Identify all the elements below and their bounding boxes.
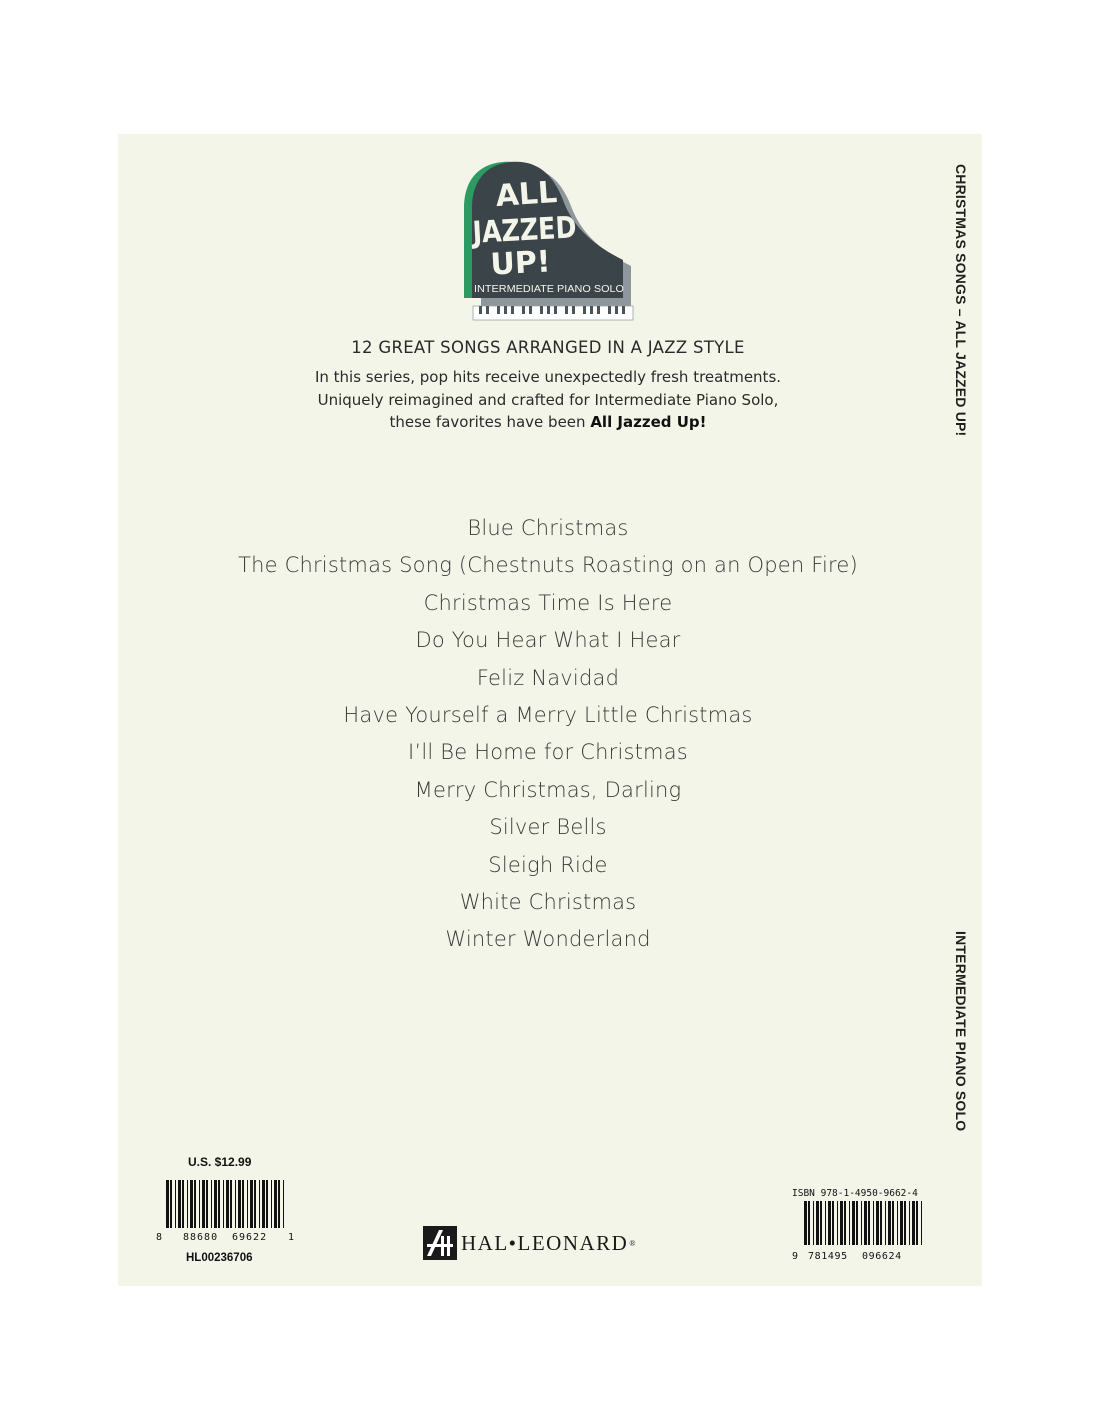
song-title: Sleigh Ride	[488, 852, 608, 877]
svg-text:88680: 88680	[183, 1232, 219, 1242]
song-title: I’ll Be Home for Christmas	[408, 740, 688, 765]
song-title: White Christmas	[459, 889, 637, 914]
logo-line-up: UP!	[489, 244, 552, 283]
logo-line-all: ALL	[494, 174, 559, 215]
song-title: Blue Christmas	[467, 516, 629, 540]
svg-text:1: 1	[288, 1232, 295, 1242]
spine-subtitle: INTERMEDIATE PIANO SOLO	[953, 930, 969, 1132]
svg-text:781495: 781495	[808, 1251, 848, 1261]
registered-mark: ®	[629, 1238, 637, 1248]
spine-title: CHRISTMAS SONGS – ALL JAZZED UP!	[953, 163, 969, 437]
item-number: HL00236706	[186, 1252, 253, 1264]
description-line: In this series, pop hits receive unexpectedly fresh treatments.	[314, 368, 782, 386]
song-list	[118, 510, 978, 959]
price: U.S. $12.99	[188, 1155, 252, 1169]
description	[118, 366, 978, 434]
svg-text:69622: 69622	[232, 1232, 268, 1242]
svg-text:9: 9	[792, 1251, 799, 1261]
logo-subtitle: INTERMEDIATE PIANO SOLO	[474, 283, 624, 295]
song-title: Have Yourself a Merry Little Christmas	[343, 702, 753, 727]
tagline: 12 GREAT SONGS ARRANGED IN A JAZZ STYLE	[351, 338, 745, 357]
upc-barcode	[156, 1180, 296, 1242]
song-title: Merry Christmas, Darling	[414, 777, 682, 802]
publisher-logo	[423, 1226, 637, 1260]
isbn: ISBN 978-1-4950-9662-4	[792, 1188, 918, 1199]
song-title: Feliz Navidad	[476, 665, 620, 690]
song-title: Winter Wonderland	[445, 927, 651, 952]
song-title: Silver Bells	[489, 815, 607, 840]
isbn-barcode	[790, 1201, 926, 1261]
song-title: Do You Hear What I Hear	[415, 628, 681, 653]
description-line: these favorites have been All Jazzed Up!	[389, 413, 707, 431]
svg-text:8: 8	[156, 1232, 163, 1242]
series-logo	[463, 158, 643, 326]
publisher-name: HAL•LEONARD	[461, 1230, 629, 1255]
svg-text:096624: 096624	[862, 1251, 902, 1261]
song-title: Christmas Time Is Here	[423, 590, 673, 615]
description-line: Uniquely reimagined and crafted for Intermediate Piano Solo,	[317, 390, 779, 409]
song-title: The Christmas Song (Chestnuts Roasting on an Open Fire)	[238, 553, 858, 578]
hal-leonard-logo-icon	[423, 1226, 457, 1260]
logo-line-jazzed: JAZZED	[471, 209, 597, 251]
series-name: All Jazzed Up!	[590, 413, 707, 431]
